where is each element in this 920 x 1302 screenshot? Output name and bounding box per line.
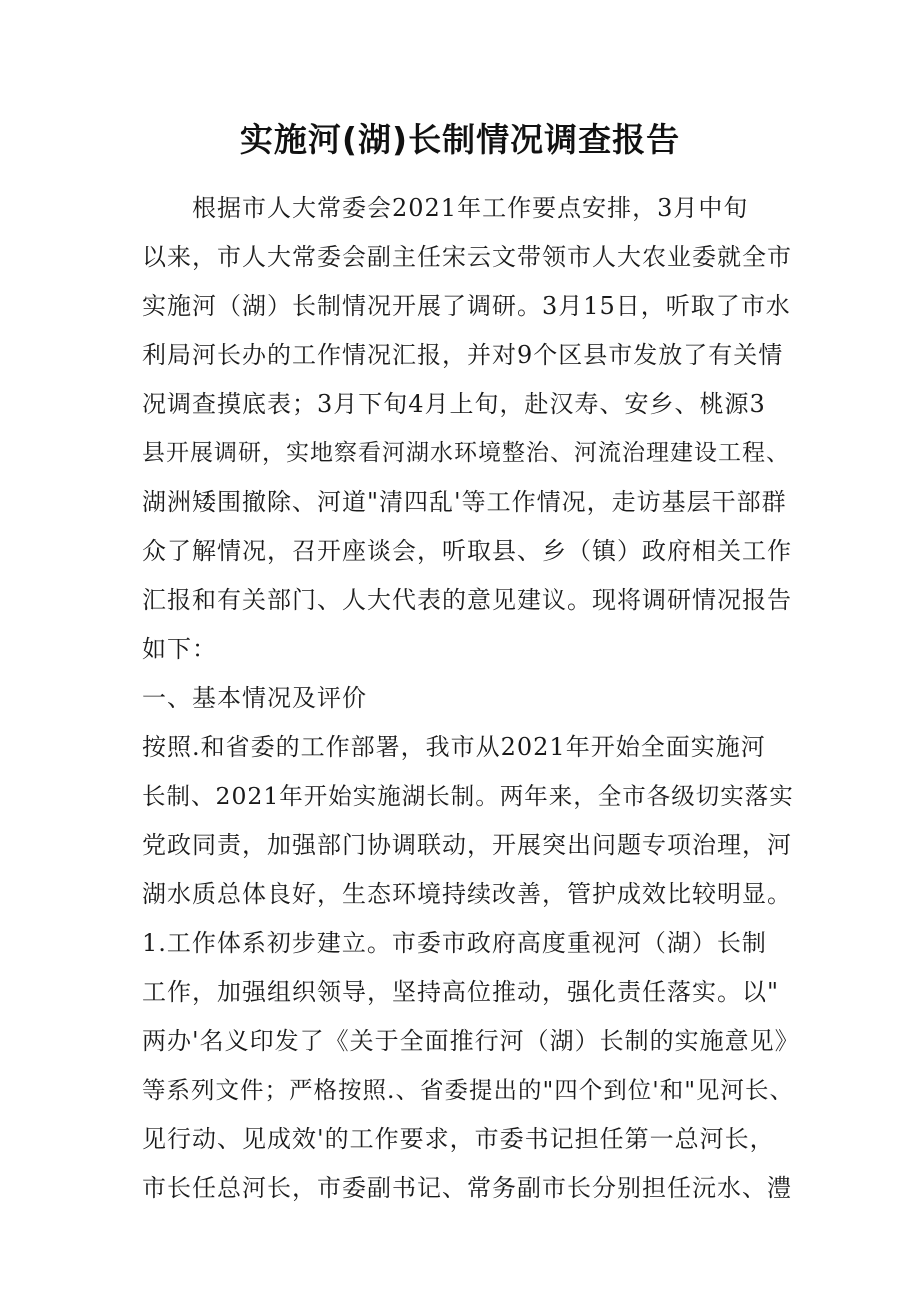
paragraph-line: 党政同责，加强部门协调联动，开展突出问题专项治理，河 <box>142 831 792 859</box>
paragraph-line: 利局河长办的工作情况汇报，并对9个区县市发放了有关情 <box>142 341 784 369</box>
paragraph-line: 实施河（湖）长制情况开展了调研。3月15日，听取了市水 <box>142 292 791 320</box>
paragraph-line: 根据市人大常委会2021年工作要点安排，3月中旬 <box>142 194 749 222</box>
document-title: 实施河(湖)长制情况调查报告 <box>239 120 681 159</box>
paragraph-line: 见行动、见成效'的工作要求，市委书记担任第一总河长， <box>142 1125 775 1153</box>
paragraph-line: 按照.和省委的工作部署，我市从2021年开始全面实施河 <box>142 733 766 761</box>
paragraph-line: 如下： <box>142 635 217 663</box>
paragraph-line: 众了解情况，召开座谈会，听取县、乡（镇）政府相关工作 <box>142 537 792 565</box>
paragraph-line: 以来，市人大常委会副主任宋云文带领市人大农业委就全市 <box>142 243 792 271</box>
paragraph-line: 工作，加强组织领导，坚持高位推动，强化责任落实。以" <box>142 978 780 1006</box>
paragraph-line: 况调查摸底表；3月下旬4月上旬，赴汉寿、安乡、桃源3 <box>142 390 766 418</box>
paragraph-line: 县开展调研，实地察看河湖水环境整治、河流治理建设工程、 <box>142 440 790 466</box>
paragraph-line: 等系列文件；严格按照.、省委提出的"四个到位'和"见河长、 <box>142 1076 795 1104</box>
paragraph-line: 湖水质总体良好，生态环境持续改善，管护成效比较明显。 <box>142 880 792 908</box>
paragraph-line: 汇报和有关部门、人大代表的意见建议。现将调研情况报告 <box>142 586 792 614</box>
paragraph-line: 湖洲矮围撤除、河道"清四乱'等工作情况，走访基层干部群 <box>142 488 787 516</box>
paragraph-line: 两办'名义印发了《关于全面推行河（湖）长制的实施意见》 <box>142 1027 800 1055</box>
paragraph-line: 1.工作体系初步建立。市委市政府高度重视河（湖）长制 <box>142 929 767 957</box>
paragraph-line: 市长任总河长，市委副书记、常务副市长分别担任沅水、澧 <box>142 1174 792 1202</box>
section-heading: 一、基本情况及评价 <box>142 684 367 712</box>
paragraph-line: 长制、2021年开始实施湖长制。两年来，全市各级切实落实 <box>142 782 794 810</box>
